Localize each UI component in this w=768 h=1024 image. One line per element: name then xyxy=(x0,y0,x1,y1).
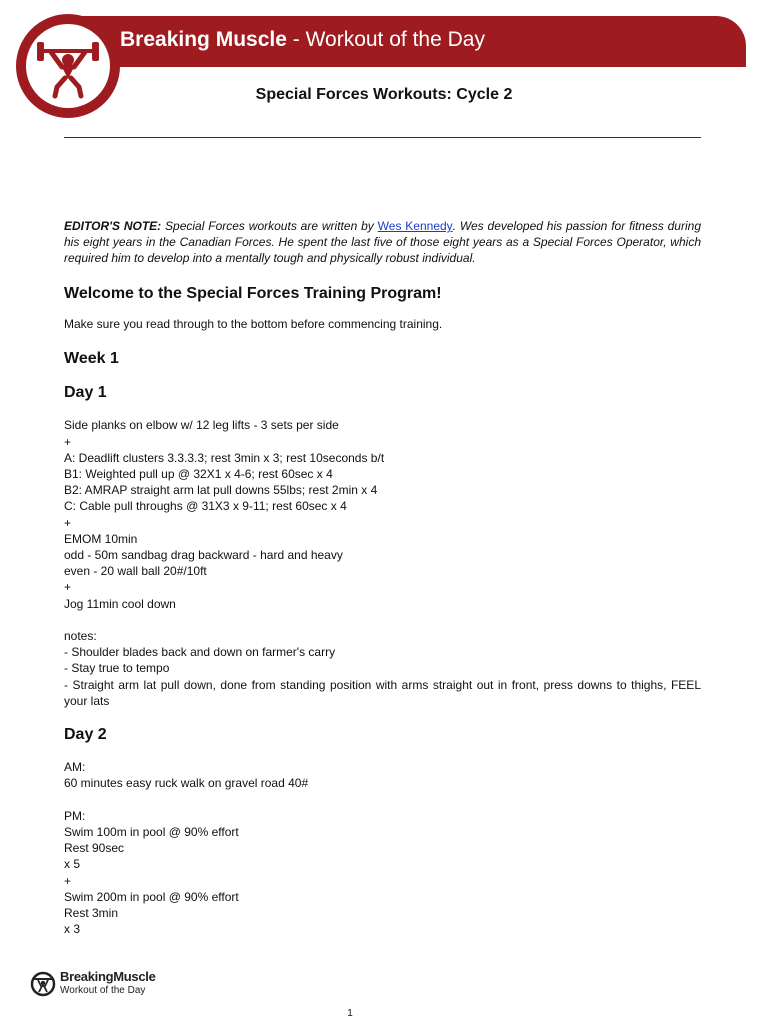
intro-text: Make sure you read through to the bottom before commencing training. xyxy=(64,316,443,331)
workout-line: + xyxy=(64,434,72,449)
footer-brand: BreakingMuscle xyxy=(60,969,156,984)
notes-line: - Straight arm lat pull down, done from standing position with arms straight out in front, press downs to thighs, FEEL your lats xyxy=(64,677,701,708)
editor-note-text-1: Special Forces workouts are written by xyxy=(161,219,378,233)
blank-line xyxy=(64,792,701,808)
document-body xyxy=(64,218,701,937)
page-number: 1 xyxy=(347,1008,353,1019)
footer-tagline: Workout of the Day xyxy=(60,985,146,996)
editor-note-text-2: . Wes developed his passion for fitness during his eight years in the Canadian Forces. He spent the last five of those eight years as a Special Forces Operator, which required him to develop into a mentally tough and physically robust individual. xyxy=(64,219,701,266)
footer-logo xyxy=(30,970,156,998)
day1-workout xyxy=(64,417,701,709)
workout-line: AM: xyxy=(64,760,86,775)
workout-line: even - 20 wall ball 20#/10ft xyxy=(64,564,207,579)
workout-line: 60 minutes easy ruck walk on gravel road 40# xyxy=(64,776,309,791)
footer-weightlifter-icon xyxy=(30,971,56,997)
workout-line: B2: AMRAP straight arm lat pull downs 55lbs; rest 2min x 4 xyxy=(64,483,378,498)
workout-line: odd - 50m sandbag drag backward - hard and heavy xyxy=(64,548,343,563)
workout-line: Rest 3min xyxy=(64,906,119,921)
workout-line: C: Cable pull throughs @ 31X3 x 9-11; rest 60sec x 4 xyxy=(64,499,347,514)
header-brand: Breaking Muscle xyxy=(120,28,287,51)
workout-line: Swim 100m in pool @ 90% effort xyxy=(64,825,239,840)
workout-line: x 5 xyxy=(64,857,81,872)
author-link[interactable]: Wes Kennedy xyxy=(377,219,453,233)
workout-line: A: Deadlift clusters 3.3.3.3; rest 3min x 3; rest 10seconds b/t xyxy=(64,450,385,465)
workout-line: + xyxy=(64,515,72,530)
day2-workout xyxy=(64,759,701,937)
notes-line: - Stay true to tempo xyxy=(64,661,170,676)
document-title: Special Forces Workouts: Cycle 2 xyxy=(255,86,513,103)
header-separator: - xyxy=(286,28,306,51)
workout-line: Side planks on elbow w/ 12 leg lifts - 3 sets per side xyxy=(64,418,339,433)
header-title xyxy=(120,28,485,52)
workout-line: Swim 200m in pool @ 90% effort xyxy=(64,889,239,904)
workout-line: + xyxy=(64,873,72,888)
workout-line: Jog 11min cool down xyxy=(64,596,176,611)
workout-line: PM: xyxy=(64,808,86,823)
editor-note-label: EDITOR'S NOTE: xyxy=(64,219,162,233)
title-divider xyxy=(64,137,701,138)
workout-line: + xyxy=(64,580,72,595)
workout-line: EMOM 10min xyxy=(64,531,138,546)
header-tagline: Workout of the Day xyxy=(305,28,485,51)
workout-line: B1: Weighted pull up @ 32X1 x 4-6; rest 60sec x 4 xyxy=(64,467,333,482)
editor-note xyxy=(64,218,701,267)
notes-line: notes: xyxy=(64,629,97,644)
day2-heading: Day 2 xyxy=(64,726,107,744)
blank-line xyxy=(64,612,701,628)
workout-line: x 3 xyxy=(64,922,81,937)
workout-line: Rest 90sec xyxy=(64,841,125,856)
notes-line: - Shoulder blades back and down on farmer's carry xyxy=(64,645,336,660)
day1-heading: Day 1 xyxy=(64,384,107,402)
week-heading: Week 1 xyxy=(64,350,119,368)
welcome-heading: Welcome to the Special Forces Training Program! xyxy=(64,284,442,302)
